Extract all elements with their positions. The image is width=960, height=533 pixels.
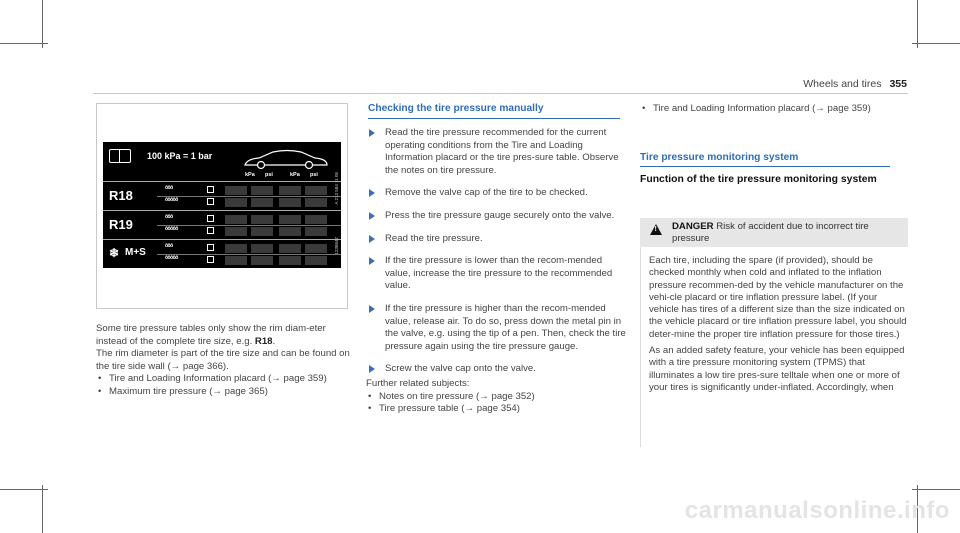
pressure-cell [251,227,273,236]
pressure-cell [305,186,327,195]
pressure-cell [305,227,327,236]
left-column [96,323,352,399]
list-item-text[interactable]: Notes on tire pressure (→ page 352) [379,390,535,402]
luggage-icon [207,227,214,234]
load-indicator-icon: ōōō [165,214,173,220]
page-number: 355 [889,78,907,90]
pressure-cell [251,186,273,195]
load-indicator-icon: ōōō [165,185,173,191]
step-text: Remove the valve cap of the tire to be checked. [385,187,588,199]
part-code: A 213 584 11 05 [334,172,339,205]
step-item [366,255,628,293]
step-text: Read the tire pressure recommended for the current operating conditions from the Tire and Loading Information placard or the tire pres-sure table. Observe the notes on tire pressure. [385,127,619,176]
danger-paragraph-2: As an added safety feature, your vehicle has been equipped with a tire pressure monitoring system (TPMS) that illuminates a low tire pres-sure telltale when one or more of your tires is significantly under-inflated. Accordingly, when [649,345,905,393]
pressure-cell [225,244,247,253]
intro-text-2: The rim diameter is part of the tire size and can be found on the tire side wall (→ page 366). [96,348,350,372]
heading-rule [640,166,890,167]
car-silhouette-icon [243,148,329,170]
pressure-cell [251,215,273,224]
warning-triangle-icon [650,224,662,235]
step-arrow-icon [369,212,375,220]
load-indicator-icon: ōōōōō [165,197,178,203]
pressure-cell [225,198,247,207]
list-item[interactable] [96,373,352,386]
pressure-cell [305,215,327,224]
manual-book-icon [109,149,131,163]
pressure-cell [279,227,301,236]
pressure-cell [251,198,273,207]
tire-pressure-placard [103,142,341,268]
pressure-cell [279,215,301,224]
heading-rule [368,118,620,119]
unit-kpa-front: kPa [245,172,255,178]
crop-mark [912,43,960,44]
danger-text [672,221,908,246]
step-text: Screw the valve cap onto the valve. [385,363,536,375]
list-item[interactable] [96,386,352,399]
pressure-cell [305,256,327,265]
section-heading-tpms: Tire pressure monitoring system [640,152,799,163]
luggage-icon [207,186,214,193]
unit-kpa-rear: kPa [290,172,300,178]
section-heading-manual-check: Checking the tire pressure manually [368,103,544,114]
pressure-cell [251,256,273,265]
intro-text-span: Some tire pressure tables only show the rim diam-eter instead of the complete tire size, e.g. [96,323,326,347]
step-item [366,187,628,200]
load-indicator-icon: ōōō [165,243,173,249]
unit-psi-front: psi [265,172,273,178]
pressure-cell [279,244,301,253]
danger-message: Risk of accident due to incorrect tire pressure [672,221,869,245]
danger-box [640,218,908,247]
pressure-cell [279,198,301,207]
sub-row-divider [157,196,341,197]
sub-row-divider [157,254,341,255]
step-item [366,210,628,223]
list-item[interactable] [366,391,628,404]
crop-mark [912,489,960,490]
step-text: Press the tire pressure gauge securely onto the valve. [385,209,615,221]
step-text: If the tire pressure is higher than the recom-mended value, release air. To do so, press down the metal pin in the valve, e.g. using the tip of a pen. Then, check the tire pressure again using the tire pressure gauge. [385,302,626,352]
pressure-cell [251,244,273,253]
step-item [366,233,628,246]
header-rule [93,93,908,94]
step-item [366,363,628,376]
step-arrow-icon [369,129,375,137]
danger-label: DANGER [672,221,714,232]
pressure-cell [305,244,327,253]
watermark: carmanualsonline.info [684,497,950,524]
crop-mark [0,489,48,490]
list-item-text[interactable]: Tire and Loading Information placard (→ page 359) [653,103,871,114]
snowflake-icon: ❄ [109,246,120,260]
pressure-conversion: 100 kPa = 1 bar [147,151,213,161]
sub-heading-tpms-function: Function of the tire pressure monitoring system [640,174,877,185]
sub-row-divider [157,225,341,226]
danger-paragraph-1: Each tire, including the spare (if provided), should be checked monthly when cold and inflated to the inflation pressure recommen-ded by the vehicle manufacturer on the vehi-cle placard or tire inflation pressure label. (If your vehicle has tires of a different size than the size indicated on the vehicle placard or tire inflation pressure label, you should deter-mine the proper tire inflation pressure for those tires.) [649,255,907,340]
step-item [366,303,628,353]
tire-pressure-placard-figure [96,103,348,309]
load-indicator-icon: ōōōōō [165,226,178,232]
pressure-cell [225,215,247,224]
unit-psi-rear: psi [310,172,318,178]
pressure-cell [279,186,301,195]
pressure-cell [225,186,247,195]
load-indicator-icon: ōōōōō [165,255,178,261]
step-item [366,127,628,177]
middle-column [366,127,628,416]
step-arrow-icon [369,189,375,197]
step-arrow-icon [369,305,375,313]
step-arrow-icon [369,365,375,373]
pressure-cell [225,227,247,236]
intro-text: Some tire pressure tables only show the rim diam-eter instead of the complete tire size, e.g. R18. [96,323,326,347]
luggage-icon [207,198,214,205]
list-item-text[interactable]: Tire and Loading Information placard (→ page 359) [109,373,327,385]
rim-label-ms: M+S [125,247,146,258]
step-text: If the tire pressure is lower than the recom-mended value, increase the tire pressure to the recommended value. [385,255,613,292]
crop-mark [42,0,43,48]
further-label: Further related subjects: [366,377,470,389]
list-item-text[interactable]: Maximum tire pressure (→ page 365) [109,385,268,397]
rim-label-r18: R18 [109,188,133,203]
step-arrow-icon [369,257,375,265]
rim-example: R18 [254,335,273,347]
crop-mark [42,485,43,533]
pressure-cell [279,256,301,265]
luggage-icon [207,215,214,222]
section-title: Wheels and tires [803,78,882,90]
crop-mark [917,0,918,48]
list-item[interactable] [640,103,908,116]
list-item-text[interactable]: Tire pressure table (→ page 354) [379,403,520,415]
pressure-cell [225,256,247,265]
side-code: 1238647 [334,237,339,255]
rim-label-r19: R19 [109,217,133,232]
luggage-icon [207,244,214,251]
pressure-cell [305,198,327,207]
page-header [803,78,907,90]
list-item[interactable] [366,403,628,416]
step-arrow-icon [369,235,375,243]
crop-mark [0,43,48,44]
step-text: Read the tire pressure. [385,232,483,244]
right-column-top [640,103,908,116]
danger-body [640,247,908,447]
luggage-icon [207,256,214,263]
